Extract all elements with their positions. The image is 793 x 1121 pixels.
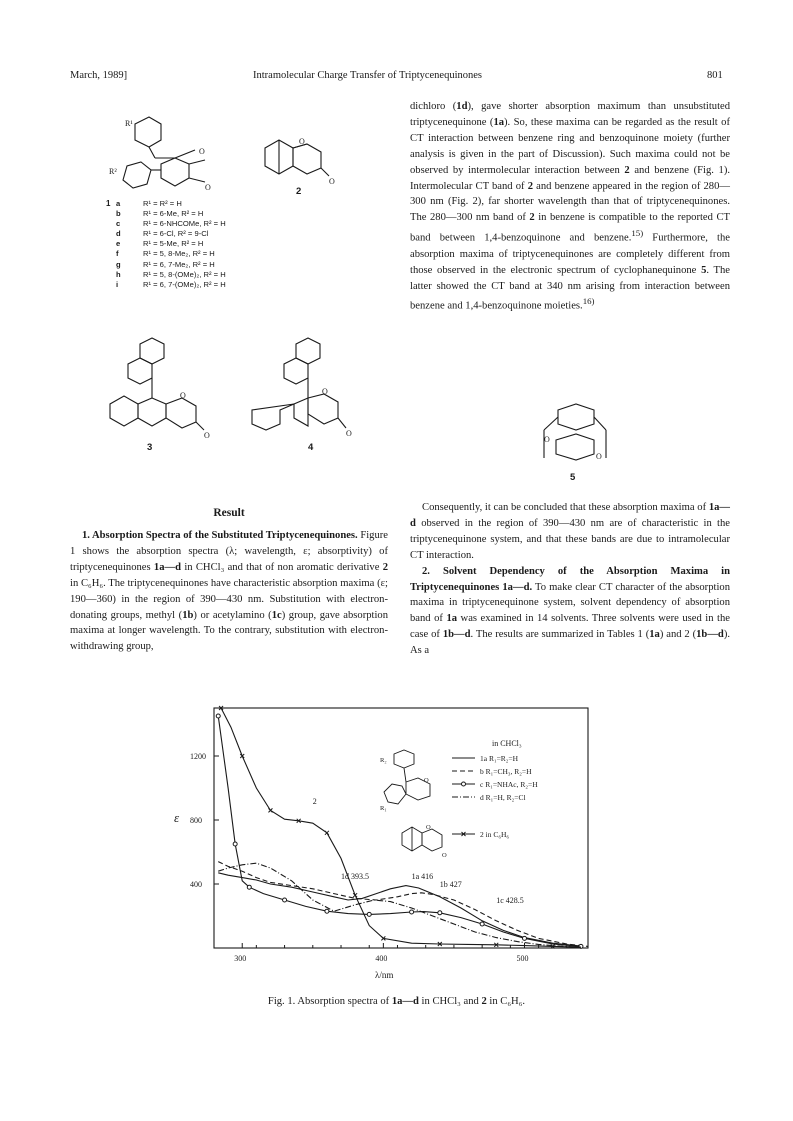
y-tick-label: 400 <box>190 880 202 889</box>
row-text: R¹ = R² = H <box>143 199 182 208</box>
series-line-a <box>218 873 581 946</box>
row-text: R¹ = 6-Cl, R² = 9-Cl <box>143 229 209 239</box>
svg-text:O: O <box>424 777 429 784</box>
substituent-list <box>116 199 226 290</box>
legend-label-2: 2 in C₆H₆ <box>480 830 509 839</box>
structure-5-diagram <box>536 404 616 474</box>
legend-label-c: c R₁=NHAc, R₂=H <box>480 780 538 789</box>
legend-header: in CHCl₃ <box>492 739 522 748</box>
chart-plot-frame <box>214 708 588 948</box>
row-id: a <box>116 199 121 208</box>
left-column-bottom <box>70 528 388 655</box>
series-point-c <box>579 944 583 948</box>
row-text: R¹ = 5, 8-(OMe)₂, R² = H <box>143 269 226 279</box>
substituent-row-g <box>116 260 226 270</box>
figure-caption: Fig. 1. Absorption spectra of 1a—d in CHCl₃ and 2 in C₆H₆. <box>267 996 526 1007</box>
substituent-row-b <box>116 209 226 219</box>
row-text: R¹ = 5-Me, R² = H <box>143 239 204 249</box>
svg-text:O: O <box>596 452 602 461</box>
series-point-c <box>283 898 287 902</box>
structure-3-diagram <box>100 338 230 443</box>
x-tick-label: 500 <box>516 954 529 963</box>
y-tick-label: 800 <box>190 816 202 825</box>
substituent-row-c <box>116 219 226 229</box>
series-line-2 <box>221 708 581 947</box>
right-paragraph-solvent: 2. Solvent Dependency of the Absorption Maxima in Triptycenequinones 1a—d. To make clear CT character of the absorption maxima in triptycenequinone system, solvent dependency of absorption band of 1a was examined in 14 solvents. Three solvents were used in the case of 1b—d. The results are summarized in Tables 1 (1a) and 2 (1b—d). As a <box>410 565 730 657</box>
svg-text:O: O <box>442 852 447 859</box>
compound-4-label: 4 <box>308 442 314 453</box>
substituent-row-e <box>116 239 226 249</box>
running-header-date: March, 1989] <box>70 70 128 81</box>
y-tick-label: 1200 <box>190 752 206 761</box>
row-text: R¹ = 6-Me, R² = H <box>143 209 204 219</box>
right-column-top <box>410 99 730 315</box>
legend-label-d: d R₁=H, R₂=Cl <box>480 793 526 802</box>
section-title-result: Result <box>213 507 245 519</box>
chart-annotation: 1d 393.5 <box>341 872 370 882</box>
legend-label-a: 1a R₁=R₂=H <box>480 754 519 763</box>
row-id: d <box>116 229 121 239</box>
compound-2-label: 2 <box>296 186 302 197</box>
svg-text:O: O <box>199 147 205 156</box>
svg-text:O: O <box>180 391 186 400</box>
chart-annotation: 2 <box>312 797 317 806</box>
series-point-c <box>522 936 526 940</box>
compound-3-label: 3 <box>147 442 153 453</box>
svg-text:O: O <box>299 137 305 146</box>
structure-1-diagram <box>105 110 245 198</box>
left-paragraph-absorption: 1. Absorption Spectra of the Substituted Triptycenequinones. Figure 1 shows the absorption spectra (λ; wavelength, ε; absorptivity) of triptycenequinones 1a—d in CHCl₃ and that of non aromatic derivative 2 in C₆H₆. The triptycenequinones have characteristic absorption maxima (ε; 190—360) in the region of 390—430 nm. Substitution with electron-donating groups, methyl (1b) or acetylamino (1c) group, gave absorption maxima at longer wavelength. To the contrary, substitution with electron-withdrawing group, <box>70 530 388 653</box>
series-point-2 <box>268 808 272 812</box>
svg-text:R₂: R₂ <box>380 757 387 764</box>
series-point-c <box>216 714 220 718</box>
row-text: R¹ = 6-NHCOMe, R² = H <box>143 219 226 229</box>
series-line-b <box>218 862 588 947</box>
svg-text:O: O <box>205 183 211 192</box>
series-point-c <box>233 842 237 846</box>
legend-marker-c <box>462 782 466 786</box>
legend-label-b: b R₁=CH₃, R₂=H <box>480 767 532 776</box>
x-axis-label: λ/nm <box>375 970 394 980</box>
structure-2-diagram <box>255 132 345 187</box>
series-point-c <box>247 885 251 889</box>
figure-1-chart <box>170 700 600 985</box>
row-text: R¹ = 5, 8-Me₂, R² = H <box>143 249 215 259</box>
running-header-title: Intramolecular Charge Transfer of Triptycenequinones <box>253 70 483 81</box>
series-point-c <box>325 909 329 913</box>
series-point-c <box>480 922 484 926</box>
series-point-2 <box>325 831 329 835</box>
compound-1-label: 1 <box>106 199 111 208</box>
svg-text:O: O <box>329 177 335 186</box>
svg-text:O: O <box>322 387 328 396</box>
row-text: R¹ = 6, 7-(OMe)₂, R² = H <box>143 279 226 289</box>
row-id: g <box>116 259 121 269</box>
svg-text:O: O <box>544 435 550 444</box>
row-id: e <box>116 239 121 249</box>
svg-text:O: O <box>204 431 210 440</box>
substituent-row-f <box>116 249 226 259</box>
legend-structure-1 <box>380 750 430 812</box>
row-id: h <box>116 269 121 279</box>
row-id: f <box>116 249 119 259</box>
structure-4-diagram <box>252 338 372 443</box>
series-point-c <box>438 911 442 915</box>
series-point-c <box>367 912 371 916</box>
x-tick-label: 400 <box>375 954 388 963</box>
row-id: b <box>116 209 121 219</box>
series-line-c <box>218 716 581 946</box>
legend-structure-2 <box>402 824 447 859</box>
x-tick-label: 300 <box>234 954 247 963</box>
right-top-paragraph: dichloro (1d), gave shorter absorption maximum than unsubstituted triptycenequinone (1a). So, these maxima can be regarded as the result of CT interaction between benzene ring and benzoquinone moiety (further analysis is given in the part of Discussion). Such maxima could not be observed by intermolecular interaction between 2 and benzene (Fig. 1). Intermolecular CT band of 2 and benzene appeared in the region of 280—300 nm (Fig. 2), far shorter wavelength than that of triptycenequinones. The 280—300 nm band of 2 in benzene is compatible to the reported CT band between 1,4-benzoquinone and benzene.$^{15)}$ Furthermore, the absorption maxima of triptycenequinones are completely different from those observed in the electronic spectrum of cyclophanequinone 5. The latter showed the CT band at 340 nm arising from interaction between benzene and 1,4-benzoquinone moieties.$^{16)}$ <box>410 101 731 312</box>
row-id: c <box>116 219 121 229</box>
row-id: i <box>116 279 119 289</box>
compound-5-label: 5 <box>570 472 576 483</box>
series-line-d <box>218 863 581 947</box>
row-text: R¹ = 6, 7-Me₂, R² = H <box>143 259 215 269</box>
series-point-c <box>410 910 414 914</box>
chart-annotation: 1a 416 <box>411 872 434 882</box>
svg-text:R¹: R¹ <box>125 119 133 128</box>
svg-text:O: O <box>346 429 352 438</box>
svg-text:O: O <box>426 824 431 831</box>
substituent-row-a <box>116 199 226 209</box>
y-axis-label: ε <box>174 810 180 825</box>
substituent-row-i <box>116 280 226 290</box>
page-number: 801 <box>707 70 723 81</box>
chart-annotation: 1c 428.5 <box>496 896 524 906</box>
substituent-row-h <box>116 270 226 280</box>
substituent-row-d <box>116 229 226 239</box>
svg-text:R²: R² <box>109 167 117 176</box>
chart-annotation: 1b 427 <box>439 880 462 890</box>
svg-text:R₁: R₁ <box>380 805 387 812</box>
right-column-bottom <box>410 500 730 659</box>
right-paragraph-conclusion: Consequently, it can be concluded that these absorption maxima of 1a—d observed in the region of 390—430 nm are of characteristic in the triptycenequinone system, and that these bands are due to intramolecular CT interaction. <box>410 502 730 561</box>
